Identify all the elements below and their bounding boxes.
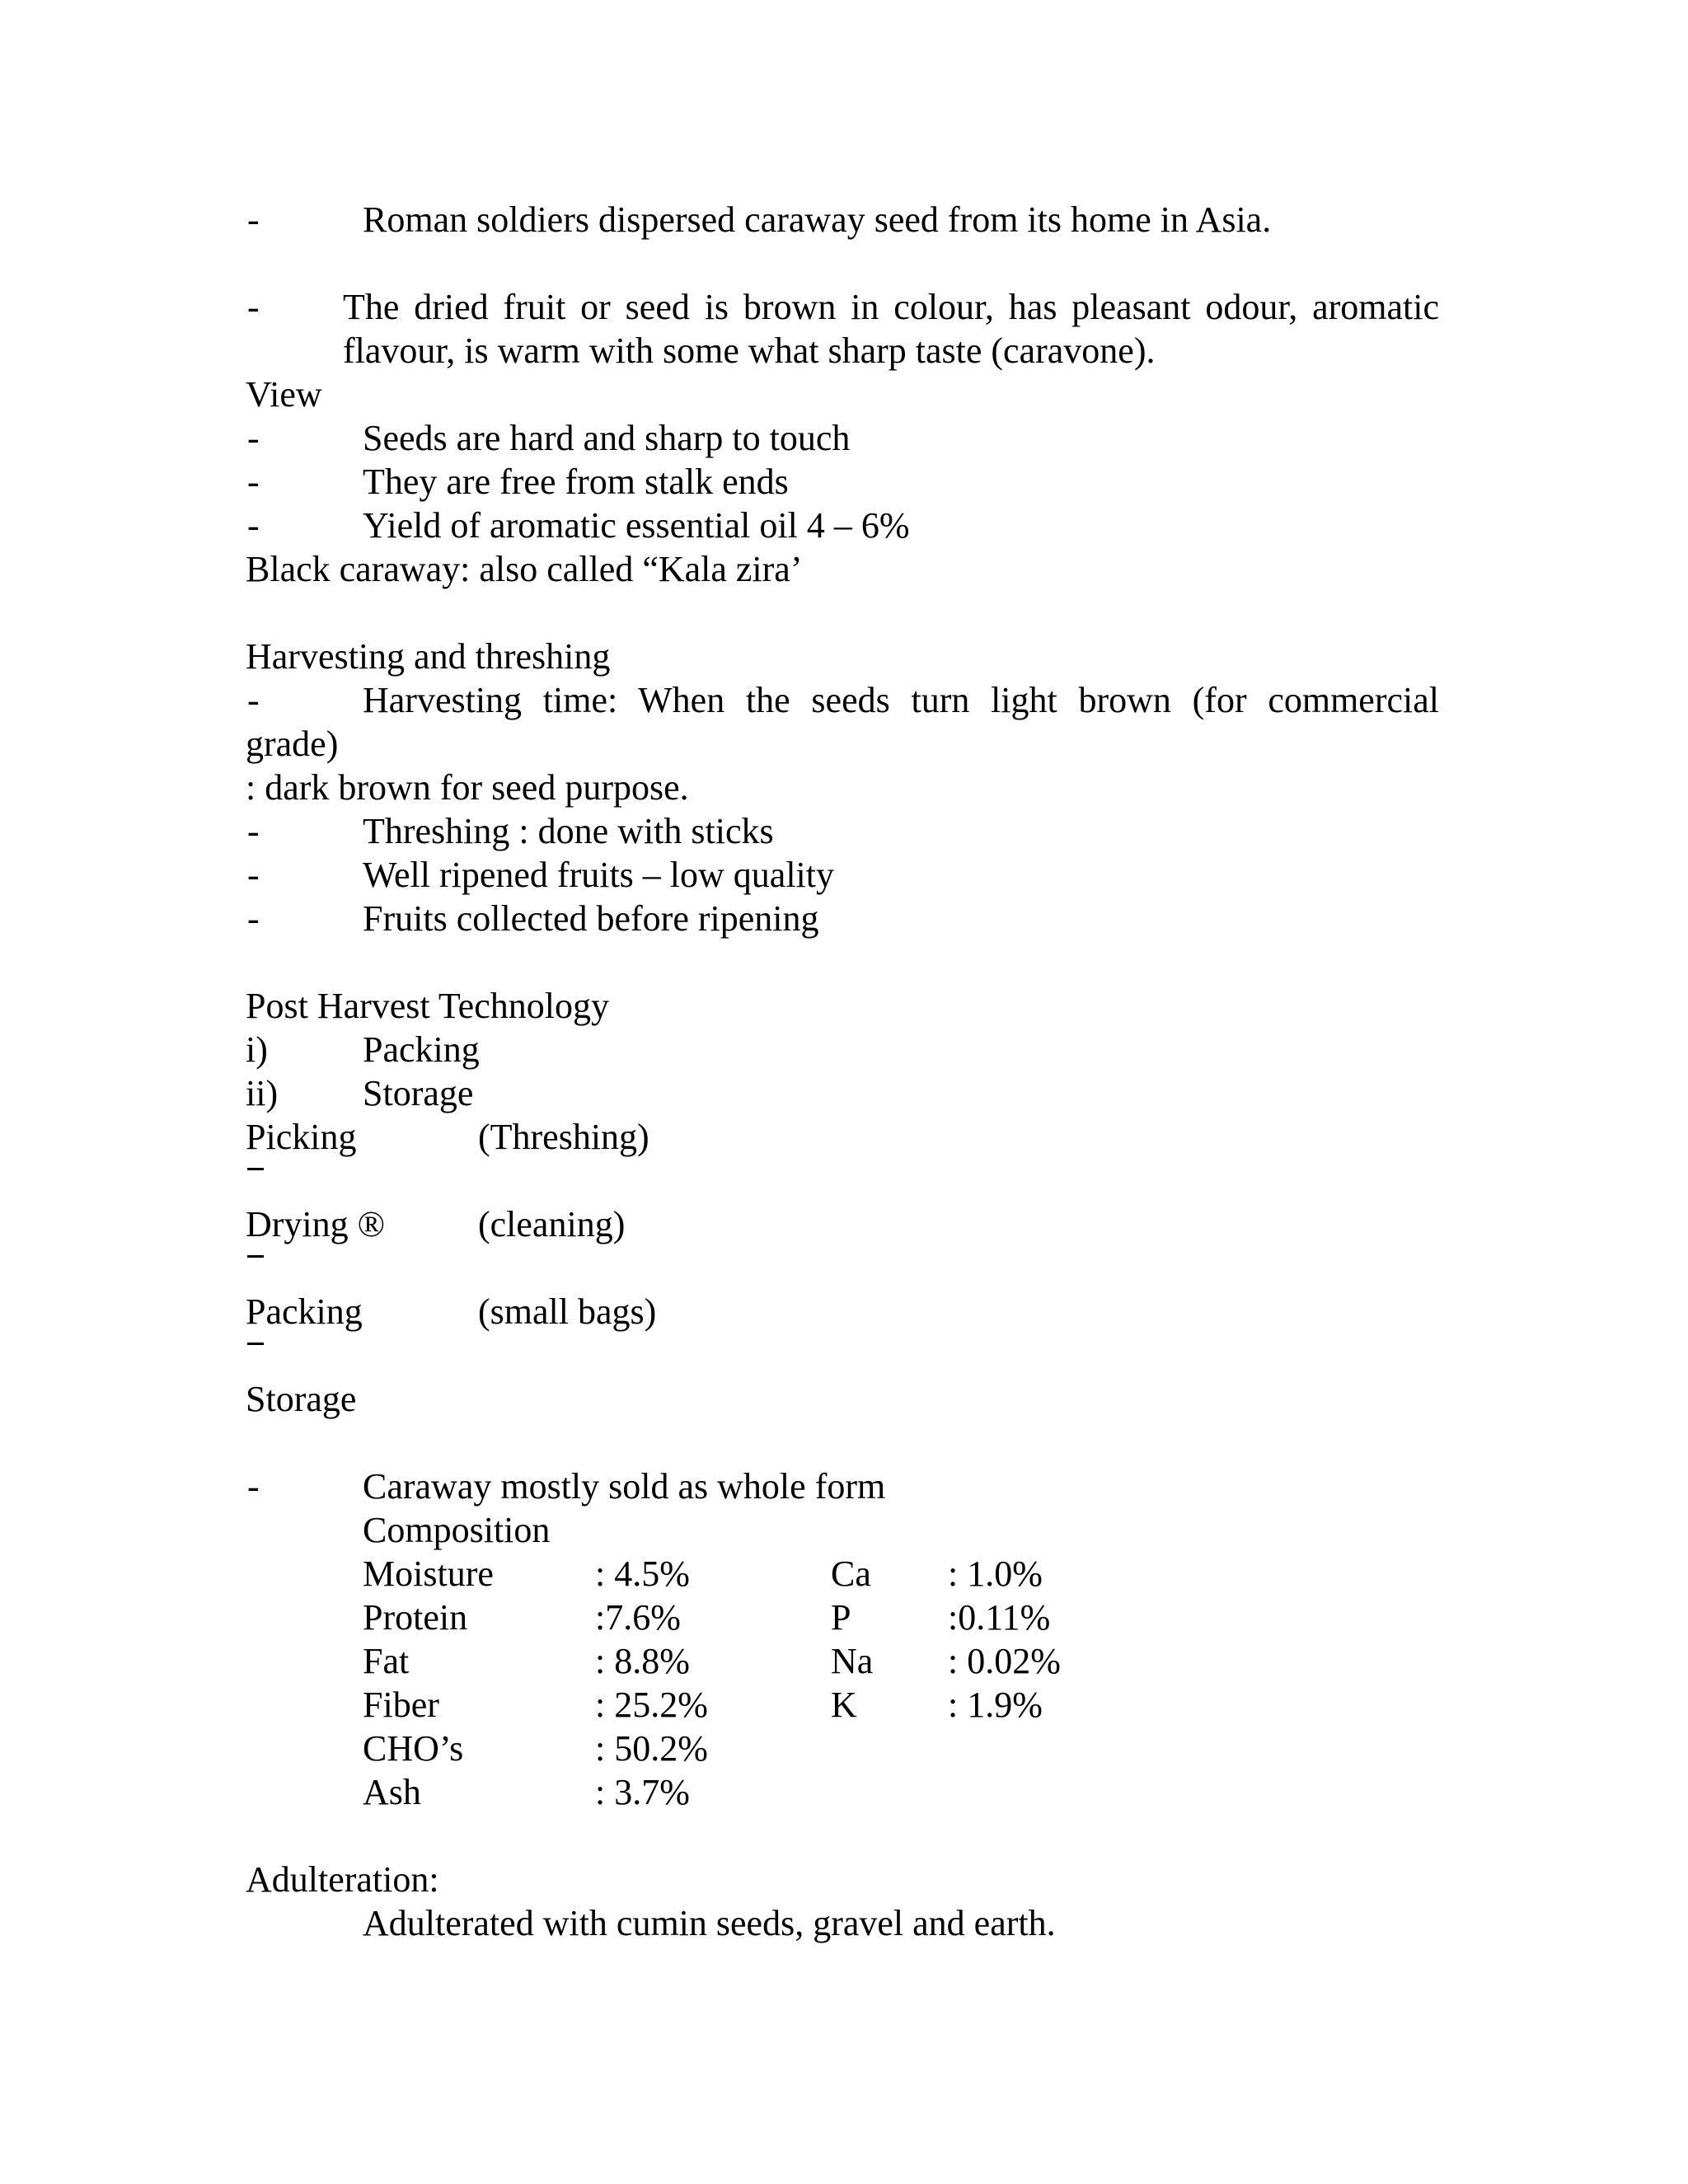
- mineral-value: : 0.02%: [948, 1641, 1061, 1681]
- composition-value: : 8.8%: [595, 1641, 690, 1681]
- flow-note: (cleaning): [478, 1204, 626, 1244]
- composition-name: CHO’s: [363, 1728, 464, 1769]
- bullet-dash: -: [247, 898, 260, 939]
- harvesting-time-continued: grade): [246, 724, 339, 764]
- view-item: Yield of aromatic essential oil 4 – 6%: [363, 505, 910, 546]
- view-item: Seeds are hard and sharp to touch: [363, 418, 851, 458]
- post-harvest-list-number: ii): [246, 1073, 279, 1113]
- mineral-name: K: [831, 1685, 857, 1725]
- intro-line-dried-fruit: The dried fruit or seed is brown in colour, has pleasant odour, aromatic flavour, is warm with some what sharp taste (caravone).: [343, 287, 1439, 371]
- post-harvest-list-number: i): [246, 1029, 268, 1070]
- intro-line-roman-soldiers: Roman soldiers dispersed caraway seed from its home in Asia.: [363, 199, 1272, 240]
- flow-step-label: Drying ®: [246, 1204, 386, 1244]
- composition-value: : 50.2%: [595, 1728, 708, 1769]
- flow-step-label: Picking: [246, 1117, 357, 1157]
- flow-step-label: Packing: [246, 1291, 363, 1332]
- harvesting-seed-purpose: : dark brown for seed purpose.: [246, 767, 689, 808]
- harvesting-item: Fruits collected before ripening: [363, 898, 819, 939]
- flow-note: (Threshing): [478, 1117, 649, 1157]
- mineral-value: : 1.0%: [948, 1554, 1043, 1594]
- harvesting-heading: Harvesting and threshing: [246, 636, 611, 677]
- bullet-dash: -: [247, 287, 260, 327]
- composition-value: : 25.2%: [595, 1685, 708, 1725]
- sold-whole-form-line: Caraway mostly sold as whole form: [363, 1466, 886, 1507]
- composition-value: : 4.5%: [595, 1554, 690, 1594]
- composition-name: Fat: [363, 1641, 410, 1681]
- flow-note: (small bags): [478, 1291, 657, 1332]
- mineral-value: : 1.9%: [948, 1685, 1043, 1725]
- view-heading: View: [246, 374, 322, 415]
- adulteration-heading: Adulteration:: [246, 1859, 439, 1900]
- bullet-dash: -: [247, 462, 260, 502]
- mineral-value: :0.11%: [948, 1597, 1051, 1638]
- bullet-dash: -: [247, 1466, 260, 1507]
- composition-name: Protein: [363, 1597, 468, 1638]
- black-caraway-line: Black caraway: also called “Kala zira’: [246, 549, 803, 589]
- mineral-name: P: [831, 1597, 851, 1638]
- mineral-name: Ca: [831, 1554, 871, 1594]
- composition-heading: Composition: [363, 1510, 551, 1550]
- composition-value: :7.6%: [595, 1597, 681, 1638]
- flow-step: [246, 1115, 356, 1159]
- harvesting-item: Threshing : done with sticks: [363, 811, 774, 851]
- bullet-dash: -: [247, 811, 260, 851]
- flow-step: [246, 1290, 363, 1333]
- composition-name: Ash: [363, 1772, 421, 1812]
- bullet-dash: -: [247, 505, 260, 546]
- bullet-dash: -: [247, 855, 260, 895]
- harvesting-item: Well ripened fruits – low quality: [363, 855, 834, 895]
- composition-name: Fiber: [363, 1685, 439, 1725]
- composition-value: : 3.7%: [595, 1772, 690, 1812]
- composition-name: Moisture: [363, 1554, 494, 1594]
- view-item: They are free from stalk ends: [363, 462, 789, 502]
- flow-step: [246, 1202, 385, 1246]
- post-harvest-list-item: Storage: [363, 1073, 474, 1113]
- post-harvest-list-item: Packing: [363, 1029, 480, 1070]
- flow-step-final: Storage: [246, 1379, 357, 1419]
- bullet-dash: -: [247, 418, 260, 458]
- mineral-name: Na: [831, 1641, 874, 1681]
- bullet-dash: -: [247, 199, 260, 240]
- post-harvest-heading: Post Harvest Technology: [246, 986, 609, 1026]
- adulteration-text: Adulterated with cumin seeds, gravel and earth.: [363, 1903, 1056, 1943]
- harvesting-time-line: Harvesting time: When the seeds turn light brown (for commercial: [363, 680, 1439, 720]
- bullet-dash: -: [247, 680, 260, 720]
